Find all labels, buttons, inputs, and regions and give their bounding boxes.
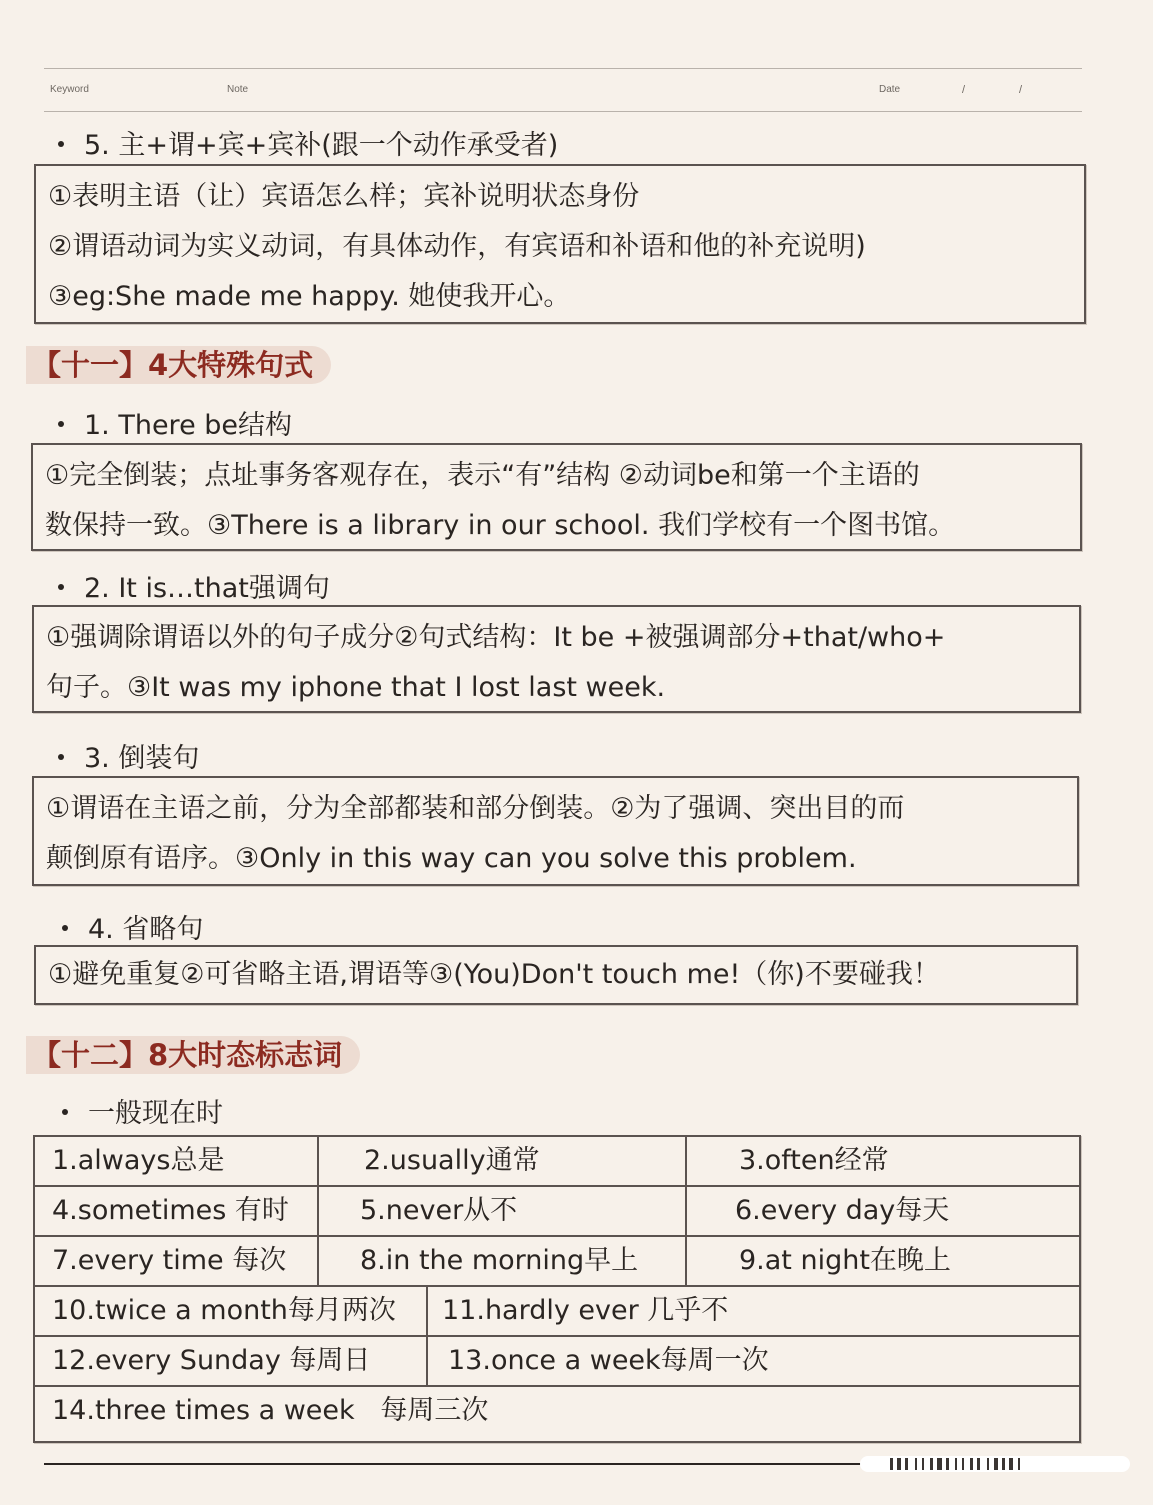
bullet-text: 3. 倒装句 xyxy=(84,743,200,774)
header-bottom-rule xyxy=(44,111,1082,112)
bullet-text: 4. 省略句 xyxy=(88,914,204,945)
inversion-box xyxy=(32,776,1079,886)
table-cell: 12.every Sunday 每周日 xyxy=(35,1337,428,1385)
table-cell: 11.hardly ever 几乎不 xyxy=(442,1295,729,1326)
signal-words-table xyxy=(33,1135,1081,1443)
table-row xyxy=(35,1187,1079,1237)
bullet-text: 一般现在时 xyxy=(88,1098,223,1129)
table-row xyxy=(35,1337,1079,1387)
table-cell: 6.every day每天 xyxy=(735,1195,950,1226)
watermark-graphic xyxy=(860,1450,1130,1478)
there-be-box xyxy=(31,443,1082,551)
box-line: ①避免重复②可省略主语,谓语等③(You)Don't touch me!（你)不要碰我！ xyxy=(48,959,940,990)
bullet-there-be xyxy=(58,403,292,442)
bullet-dot xyxy=(62,1109,68,1115)
table-cell: 1.always总是 xyxy=(35,1137,319,1185)
date-label: Date xyxy=(879,84,901,95)
table-cell: 10.twice a month每月两次 xyxy=(35,1287,428,1335)
item-5-box xyxy=(34,164,1086,324)
bullet-dot xyxy=(58,754,64,760)
it-is-that-box xyxy=(32,605,1081,713)
table-cell: 8.in the morning早上 xyxy=(319,1237,687,1285)
box-line: 颠倒原有语序。③Only in this way can you solve this problem. xyxy=(46,843,857,874)
table-row xyxy=(35,1237,1079,1287)
ellipsis-box xyxy=(34,945,1078,1005)
table-row xyxy=(35,1387,1079,1441)
table-row xyxy=(35,1137,1079,1187)
section-12-heading: 【十二】8大时态标志词 xyxy=(26,1036,360,1074)
section-11-heading: 【十一】4大特殊句式 xyxy=(26,346,331,384)
table-cell: 2.usually通常 xyxy=(319,1137,687,1185)
box-line: 数保持一致。③There is a library in our school. 我们学校有一个图书馆。 xyxy=(45,510,956,541)
bullet-dot xyxy=(62,925,68,931)
box-line: 句子。③It was my iphone that I lost last week. xyxy=(46,672,666,703)
box-line: ①表明主语（让）宾语怎么样；宾补说明状态身份 xyxy=(48,181,640,212)
date-slash-2: / xyxy=(1019,84,1023,96)
bullet-item-5 xyxy=(58,123,558,162)
box-line: ②谓语动词为实义动词，有具体动作，有宾语和补语和他的补充说明) xyxy=(48,231,866,262)
bullet-text: 1. There be结构 xyxy=(84,410,293,441)
table-cell: 4.sometimes 有时 xyxy=(35,1187,319,1235)
box-line: ①谓语在主语之前，分为全部都装和部分倒装。②为了强调、突出目的而 xyxy=(46,793,905,824)
date-slash-1: / xyxy=(962,84,966,96)
header-top-rule xyxy=(44,68,1082,69)
box-line: ①完全倒装；点址事务客观存在，表示“有”结构 ②动词be和第一个主语的 xyxy=(45,460,920,491)
bullet-dot xyxy=(58,421,64,427)
bullet-dot xyxy=(58,141,64,147)
table-cell: 14.three times a week 每周三次 xyxy=(52,1395,489,1426)
table-cell: 7.every time 每次 xyxy=(35,1237,319,1285)
table-cell: 3.often经常 xyxy=(739,1145,889,1176)
bullet-dot xyxy=(58,584,64,590)
bullet-it-is-that xyxy=(58,566,330,605)
bullet-ellipsis xyxy=(62,907,203,946)
bullet-text: 5. 主+谓+宾+宾补(跟一个动作承受者) xyxy=(84,130,559,161)
bullet-simple-present xyxy=(62,1091,223,1130)
table-cell: 9.at night在晚上 xyxy=(739,1245,951,1276)
bullet-inversion xyxy=(58,736,199,775)
table-cell: 13.once a week每周一次 xyxy=(448,1345,769,1376)
note-label: Note xyxy=(227,84,249,95)
table-cell: 5.never从不 xyxy=(319,1187,687,1235)
keyword-label: Keyword xyxy=(50,84,89,95)
box-line: ①强调除谓语以外的句子成分②句式结构：It be +被强调部分+that/who+ xyxy=(46,622,946,653)
table-row xyxy=(35,1287,1079,1337)
box-line: ③eg:She made me happy. 她使我开心。 xyxy=(48,281,571,312)
bullet-text: 2. It is…that强调句 xyxy=(84,573,330,604)
